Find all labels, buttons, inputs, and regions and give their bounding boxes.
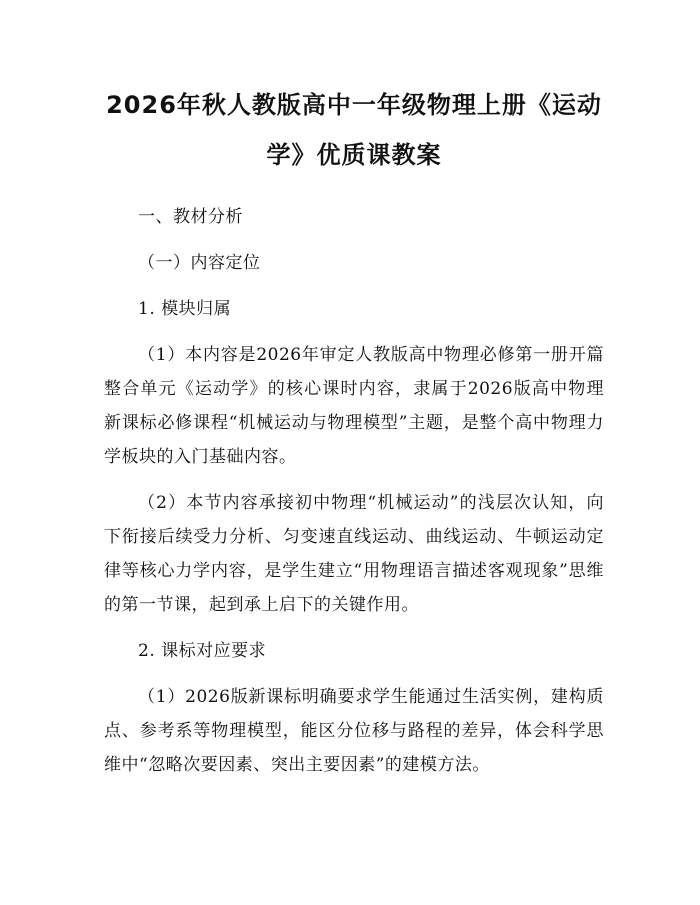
section-heading-standards: 2. 课标对应要求 [138, 641, 267, 661]
section-heading-1: 一、教材分析 [138, 207, 243, 227]
paragraph-module-2: （2）本节内容承接初中物理“机械运动”的浅层次认知，向下衔接后续受力分析、匀变速直线运动、曲线运动、牛顿运动定律等核心力学内容，是学生建立“用物理语言描述客观现象”思维的第一节课，起到承上启下的关键作用。 [104, 493, 604, 615]
section-heading-module: 1. 模块归属 [138, 299, 232, 319]
document-title: 2026年秋人教版高中一年级物理上册《运动学》优质课教案 [106, 91, 602, 169]
paragraph-standards-1: （1）2026版新课标明确要求学生能通过生活实例，建构质点、参考系等物理模型，能区分位移与路程的差异，体会科学思维中“忽略次要因素、突出主要因素”的建模方法。 [104, 687, 604, 775]
section-heading-1-1: （一）内容定位 [138, 253, 261, 273]
paragraph-module-1: （1）本内容是2026年审定人教版高中物理必修第一册开篇整合单元《运动学》的核心课时内容，隶属于2026版高中物理新课标必修课程“机械运动与物理模型”主题，是整个高中物理力学板块的入门基础内容。 [104, 345, 604, 467]
document-body [104, 200, 604, 782]
